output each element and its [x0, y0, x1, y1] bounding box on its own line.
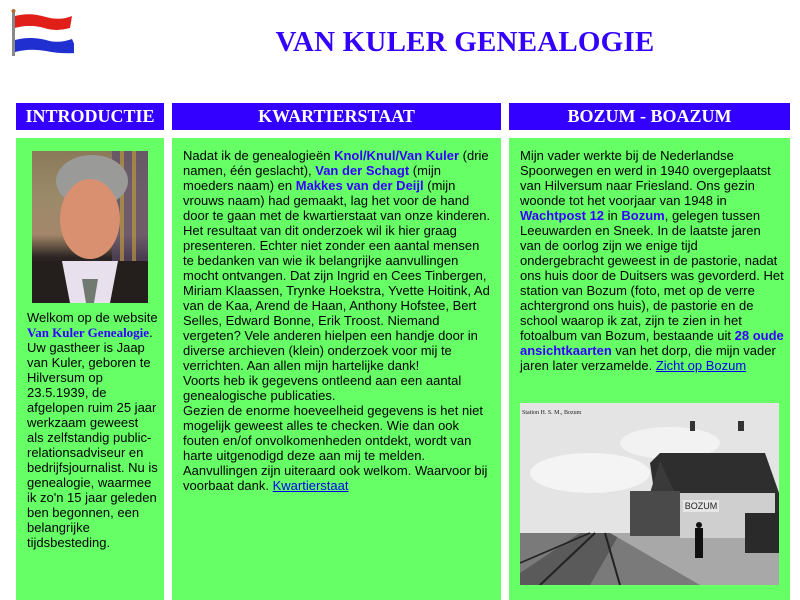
introductie-panel: [16, 138, 164, 600]
kwartierstaat-link[interactable]: Kwartierstaat: [272, 478, 349, 493]
knol-knul-van-kuler-link[interactable]: Knol/Knul/Van Kuler: [334, 148, 460, 163]
bozum-panel: [509, 138, 790, 600]
van-der-schagt-link[interactable]: Van der Schagt: [315, 163, 410, 178]
zicht-op-bozum-link[interactable]: Zicht op Bozum: [655, 358, 747, 373]
kwartierstaat-panel: [172, 138, 501, 600]
makkes-van-der-deijl-link[interactable]: Makkes van der Deijl: [295, 178, 424, 193]
bozum-sign-text: BOZUM: [684, 501, 718, 511]
bozum-heading: BOZUM - BOAZUM: [509, 103, 790, 130]
ansichtkaarten-link[interactable]: 28 oude ansichtkaarten: [520, 328, 784, 358]
introductie-text: Welkom op de website Van Kuler Genealogie. Uw gastheer is Jaap van Kuler, geboren te Hilversum op 23.5.1939, de afgelopen ruim 25 jaar werkzaam geweest als zelfstandig public-relationsadviseur en bedrijfsjournalist. Nu is genealogie, waarmee ik zo'n 15 jaar geleden ben begonnen, een belangrijke tijdsbesteding.: [27, 310, 158, 550]
kwartierstaat-heading: KWARTIERSTAAT: [172, 103, 501, 130]
dutch-flag-icon: [10, 8, 74, 56]
van-kuler-genealogie-link[interactable]: Van Kuler Genealogie: [27, 325, 150, 340]
bozum-link[interactable]: Bozum: [621, 208, 665, 223]
site-title: VAN KULER GENEALOGIE: [275, 26, 655, 58]
bozum-text: Mijn vader werkte bij de Nederlandse Spoorwegen en werd in 1940 overgeplaatst van Hilversum naar Friesland. Ons gezin woonde tot het voorjaar van 1948 in Wachtpost 12 in Bozum, gelegen tussen Leeuwarden en Sneek. In de laatste jaren van de oorlog zijn we enige tijd ondergebracht geweest in de pastorie, nadat ons huis door de Duitsers was gevorderd. Het station van Bozum (foto, met op de verre achtergrond ons huis), de pastorie en de school waarop ik zat, zijn te zien in het fotoalbum van Bozum, bestaande uit 28 oude ansichtkaarten van het dorp, die mijn vader jaren later verzamelde. Zicht op Bozum: [520, 148, 784, 373]
introductie-heading: INTRODUCTIE: [16, 103, 164, 130]
bozum-station-photo: [520, 403, 779, 585]
portrait-photo: [32, 151, 148, 303]
kwartierstaat-intro: Nadat ik de genealogieën Knol/Knul/Van Kuler (drie namen, één geslacht), Van der Schagt (mijn moeders naam) en Makkes van der Deijl (mijn vrouws naam) had gemaakt, lag het voor de hand door te gaan met de kwartierstaat van onze kinderen.: [183, 148, 491, 223]
photo-caption: Station H. S. M., Bozum: [522, 410, 582, 416]
wachtpost-12-link[interactable]: Wachtpost 12: [520, 208, 605, 223]
kwartierstaat-disclaimer: Gezien de enorme hoeveelheid gegevens is het niet mogelijk geweest alles te checken. Wie dan ook fouten en/of onvolkomenheden ontdekt, wordt van harte uitgenodigd deze aan mij te melden. Aanvullingen zijn uiteraard ook welkom. Waarvoor bij voorbaat dank. Kwartierstaat: [183, 403, 488, 493]
kwartierstaat-thanks: Het resultaat van dit onderzoek wil ik hier graag presenteren. Echter niet zonder een aantal mensen te bedanken van wie ik belangrijke aanvullingen mocht ontvangen. Dat zijn Ingrid en Cees Tinbergen, Miriam Klaassen, Trynke Hoekstra, Yvette Hoitink, Ad van de Kaa, Arend de Haan, Anthony Hofstee, Bert Selles, Edward Bonne, Erik Troost. Niemand vergeten? Vele anderen hielpen een handje door in diverse archieven (klein) onderzoek voor mij te verrichten. Aan allen mijn hartelijke dank!: [183, 223, 490, 373]
kwartierstaat-sources: Voorts heb ik gegevens ontleend aan een aantal genealogische publicaties.: [183, 373, 462, 403]
